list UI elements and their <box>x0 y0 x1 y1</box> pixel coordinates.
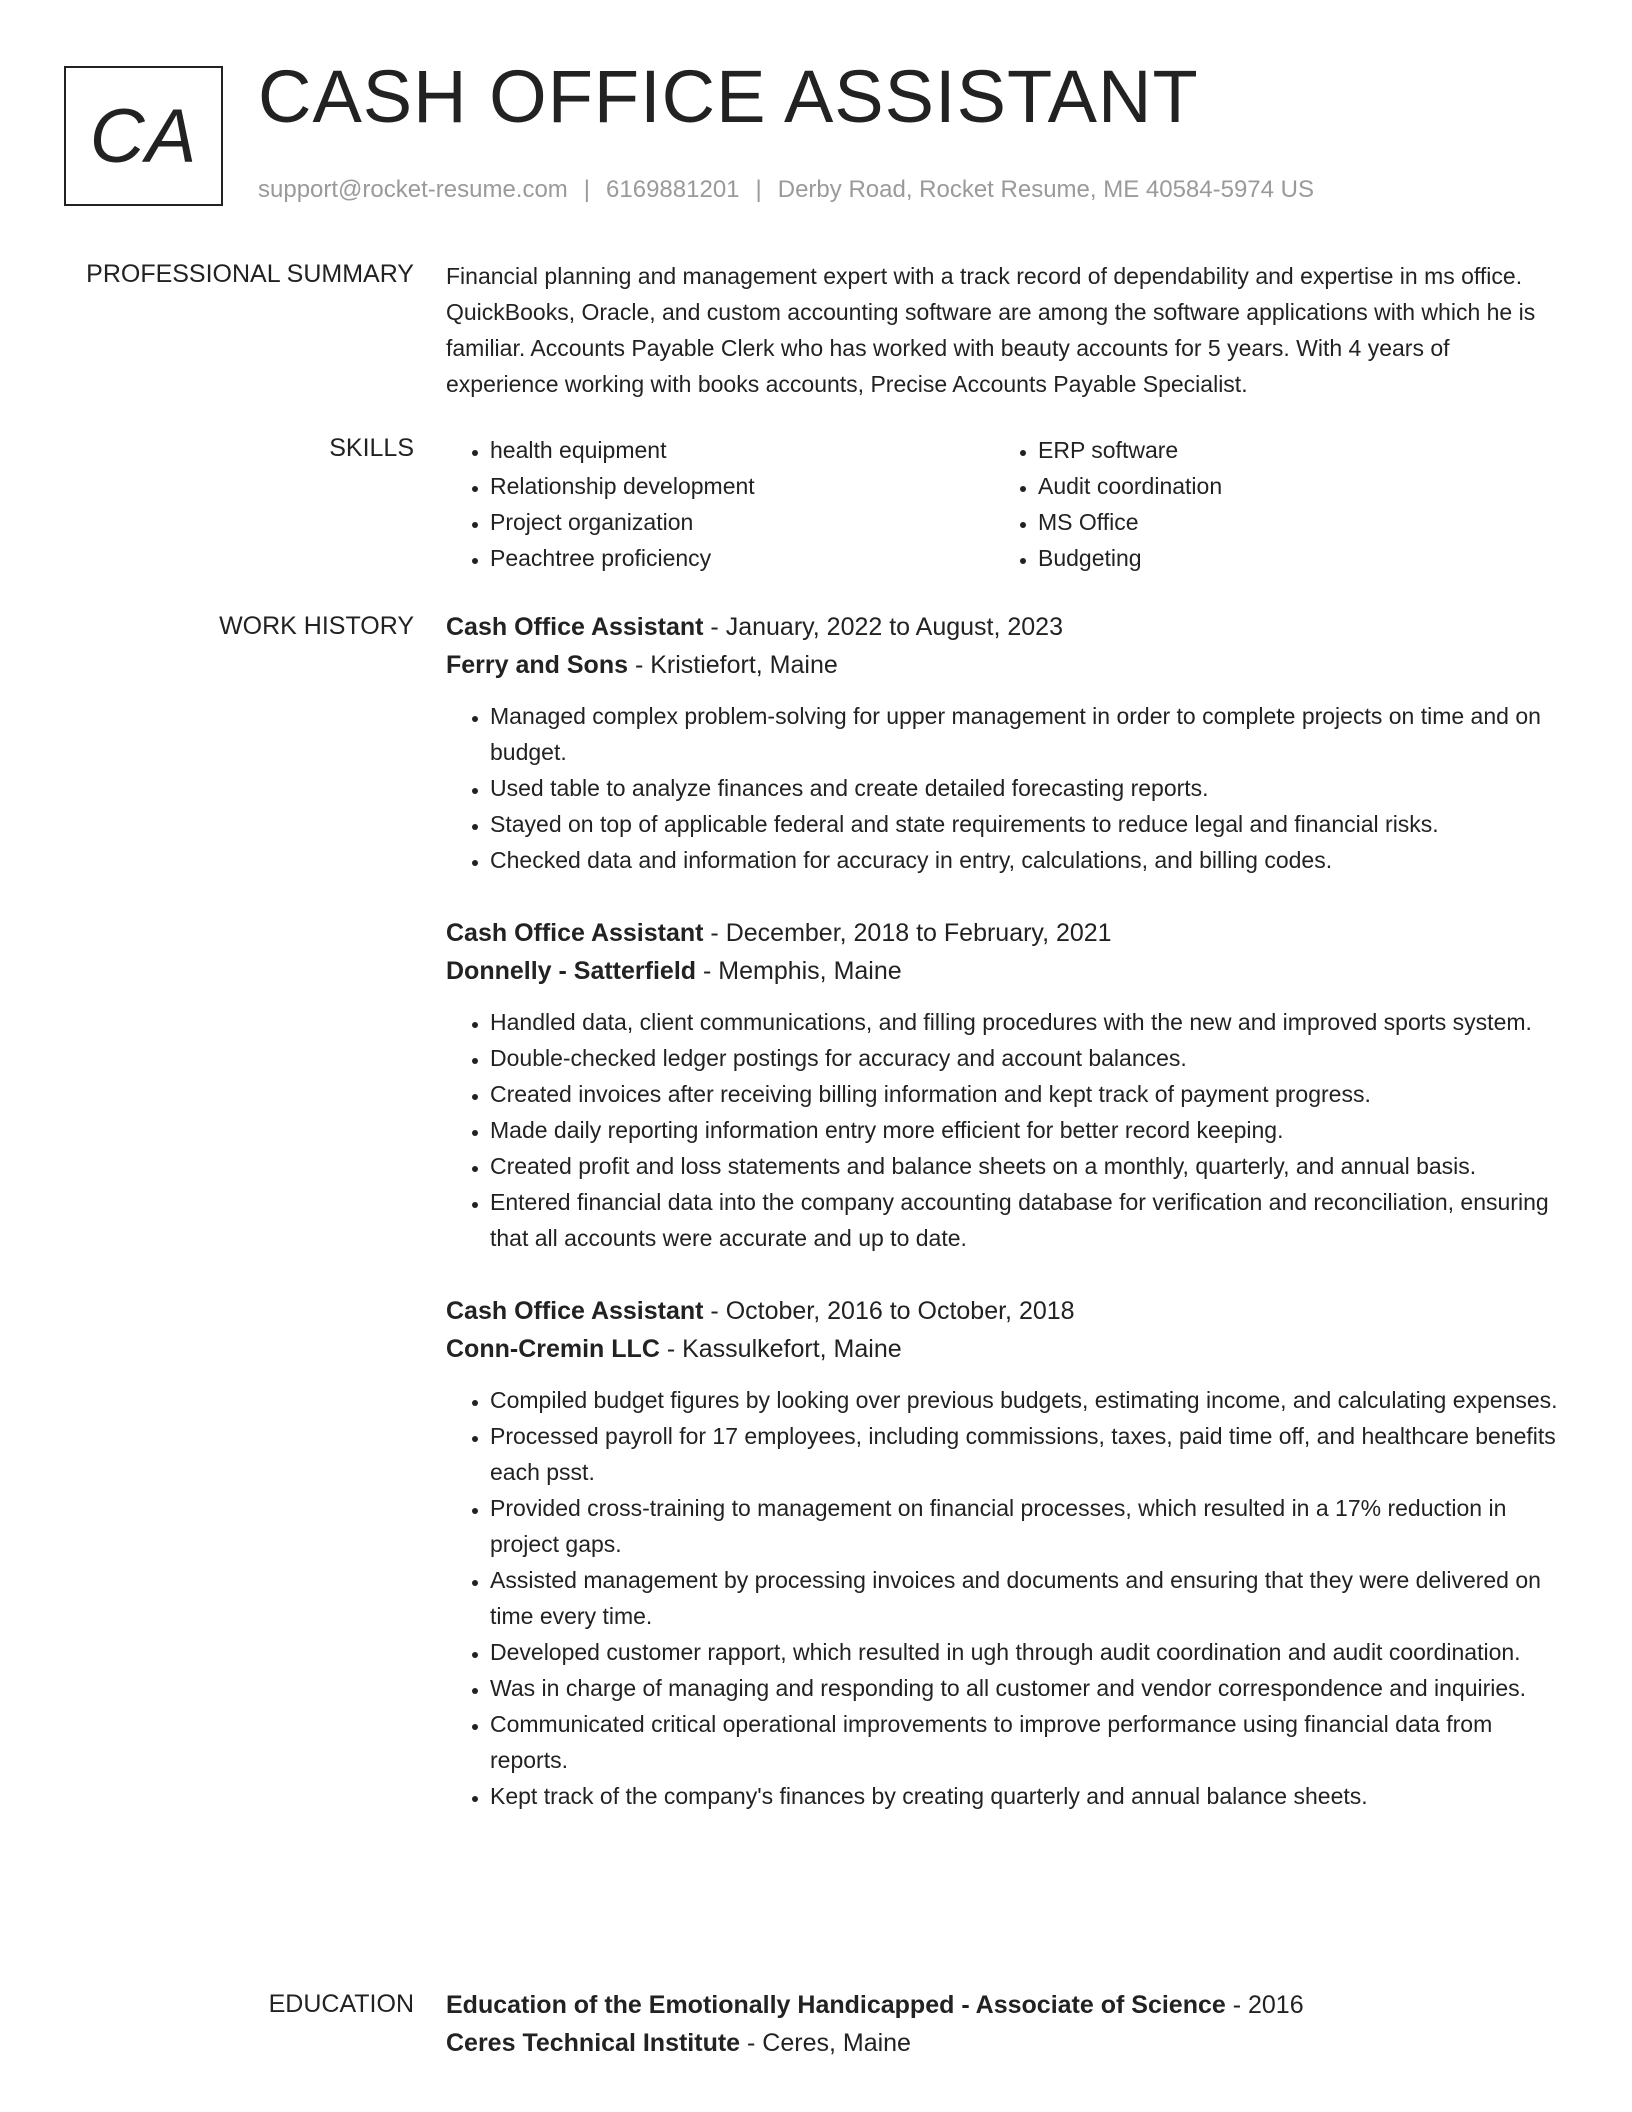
job-company-line <box>446 952 1566 990</box>
job-bullet: • Communicated critical operational improvements to improve performance using financial data from reports. <box>490 1706 1566 1778</box>
education-label: EDUCATION <box>268 1990 414 2018</box>
skill-item: • health equipment <box>490 432 994 468</box>
skills-body <box>446 432 1566 576</box>
contact-phone[interactable]: 6169881201 <box>606 176 740 203</box>
job-bullet: • Double-checked ledger postings for accuracy and account balances. <box>490 1040 1566 1076</box>
job-dates: - January, 2022 to August, 2023 <box>703 613 1063 641</box>
skill-item: • ERP software <box>1038 432 1542 468</box>
job-dates: - October, 2016 to October, 2018 <box>703 1297 1075 1325</box>
skill-item: • Budgeting <box>1038 540 1542 576</box>
work-history-body <box>446 608 1566 1850</box>
job-bullets <box>446 698 1566 878</box>
job-location: - Kassulkefort, Maine <box>659 1335 902 1363</box>
job-bullet: • Entered financial data into the company accounting database for verification and reconciliation, ensuring that all accounts were accurate and up to date. <box>490 1184 1566 1256</box>
skill-item: • Audit coordination <box>1038 468 1542 504</box>
job-company: Conn-Cremin LLC <box>446 1335 660 1363</box>
job-bullet: • Assisted management by processing invoices and documents and ensuring that they were delivered on time every time. <box>490 1562 1566 1634</box>
monogram: CA <box>64 66 223 206</box>
education-body <box>446 1986 1566 2062</box>
job-title: Cash Office Assistant <box>446 919 704 947</box>
school-line <box>446 2024 1566 2062</box>
contact-line <box>258 176 1314 204</box>
summary-text: Financial planning and management expert with a track record of dependability and expertise in ms office. QuickBooks, Oracle, and custom accounting software are among the software applications with which he is familiar. Accounts Payable Clerk who has worked with beauty accounts for 5 years. With 4 years of experience working with books accounts, Precise Accounts Payable Specialist. <box>446 263 1536 397</box>
job-bullet: • Created profit and loss statements and balance sheets on a monthly, quarterly, and annual basis. <box>490 1148 1566 1184</box>
separator: | <box>583 176 591 203</box>
skill-item: • Project organization <box>490 504 994 540</box>
job-dates: - December, 2018 to February, 2021 <box>703 919 1112 947</box>
summary-label: PROFESSIONAL SUMMARY <box>86 260 414 288</box>
job-bullets <box>446 1382 1566 1814</box>
job-bullet: • Developed customer rapport, which resulted in ugh through audit coordination and audit coordination. <box>490 1634 1566 1670</box>
job-bullet: • Managed complex problem-solving for upper management in order to complete projects on time and on budget. <box>490 698 1566 770</box>
work-history-label: WORK HISTORY <box>219 612 414 640</box>
separator: | <box>755 176 762 203</box>
job-bullet: • Created invoices after receiving billing information and kept track of payment progress. <box>490 1076 1566 1112</box>
job-bullet: • Compiled budget figures by looking over previous budgets, estimating income, and calculating expenses. <box>490 1382 1566 1418</box>
skills-list-right <box>994 432 1542 576</box>
skill-item: • MS Office <box>1038 504 1542 540</box>
job-title: Cash Office Assistant <box>446 613 704 641</box>
job-company: Ferry and Sons <box>446 651 628 679</box>
job-entry <box>446 914 1566 1256</box>
job-location: - Memphis, Maine <box>696 957 902 985</box>
job-bullets <box>446 1004 1566 1256</box>
resume-title: CASH OFFICE ASSISTANT <box>258 55 1199 138</box>
job-title-line <box>446 1292 1566 1330</box>
degree: Education of the Emotionally Handicapped - Associate of Science <box>446 1991 1226 2019</box>
skill-item: • Peachtree proficiency <box>490 540 994 576</box>
job-company: Donnelly - Satterfield <box>446 957 697 985</box>
skills-grid <box>446 432 1566 576</box>
job-location: - Kristiefort, Maine <box>628 651 838 679</box>
job-bullet: • Checked data and information for accuracy in entry, calculations, and billing codes. <box>490 842 1566 878</box>
job-title-line <box>446 914 1566 952</box>
skill-item: • Relationship development <box>490 468 994 504</box>
job-bullet: • Provided cross-training to management on financial processes, which resulted in a 17% reduction in project gaps. <box>490 1490 1566 1562</box>
degree-line <box>446 1986 1566 2024</box>
job-bullet: • Kept track of the company's finances by creating quarterly and annual balance sheets. <box>490 1778 1566 1814</box>
job-bullet: • Made daily reporting information entry more efficient for better record keeping. <box>490 1112 1566 1148</box>
job-title-line <box>446 608 1566 646</box>
skills-label: SKILLS <box>329 434 414 462</box>
job-bullet: • Processed payroll for 17 employees, including commissions, taxes, paid time off, and healthcare benefits each psst. <box>490 1418 1566 1490</box>
job-company-line <box>446 1330 1566 1368</box>
contact-address: Derby Road, Rocket Resume, ME 40584-5974 US <box>777 176 1315 203</box>
job-entry <box>446 1292 1566 1814</box>
degree-year: - 2016 <box>1225 1991 1304 2019</box>
job-bullet: • Was in charge of managing and responding to all customer and vendor correspondence and inquiries. <box>490 1670 1566 1706</box>
school-location: - Ceres, Maine <box>740 2029 911 2057</box>
job-title: Cash Office Assistant <box>446 1297 704 1325</box>
job-company-line <box>446 646 1566 684</box>
school: Ceres Technical Institute <box>446 2029 741 2057</box>
contact-email[interactable]: support@rocket-resume.com <box>258 176 568 203</box>
job-entry <box>446 608 1566 878</box>
summary-body <box>446 258 1566 402</box>
job-bullet: • Used table to analyze finances and create detailed forecasting reports. <box>490 770 1566 806</box>
job-bullet: • Stayed on top of applicable federal and state requirements to reduce legal and financial risks. <box>490 806 1566 842</box>
job-bullet: • Handled data, client communications, and filling procedures with the new and improved sports system. <box>490 1004 1566 1040</box>
skills-list-left <box>446 432 994 576</box>
